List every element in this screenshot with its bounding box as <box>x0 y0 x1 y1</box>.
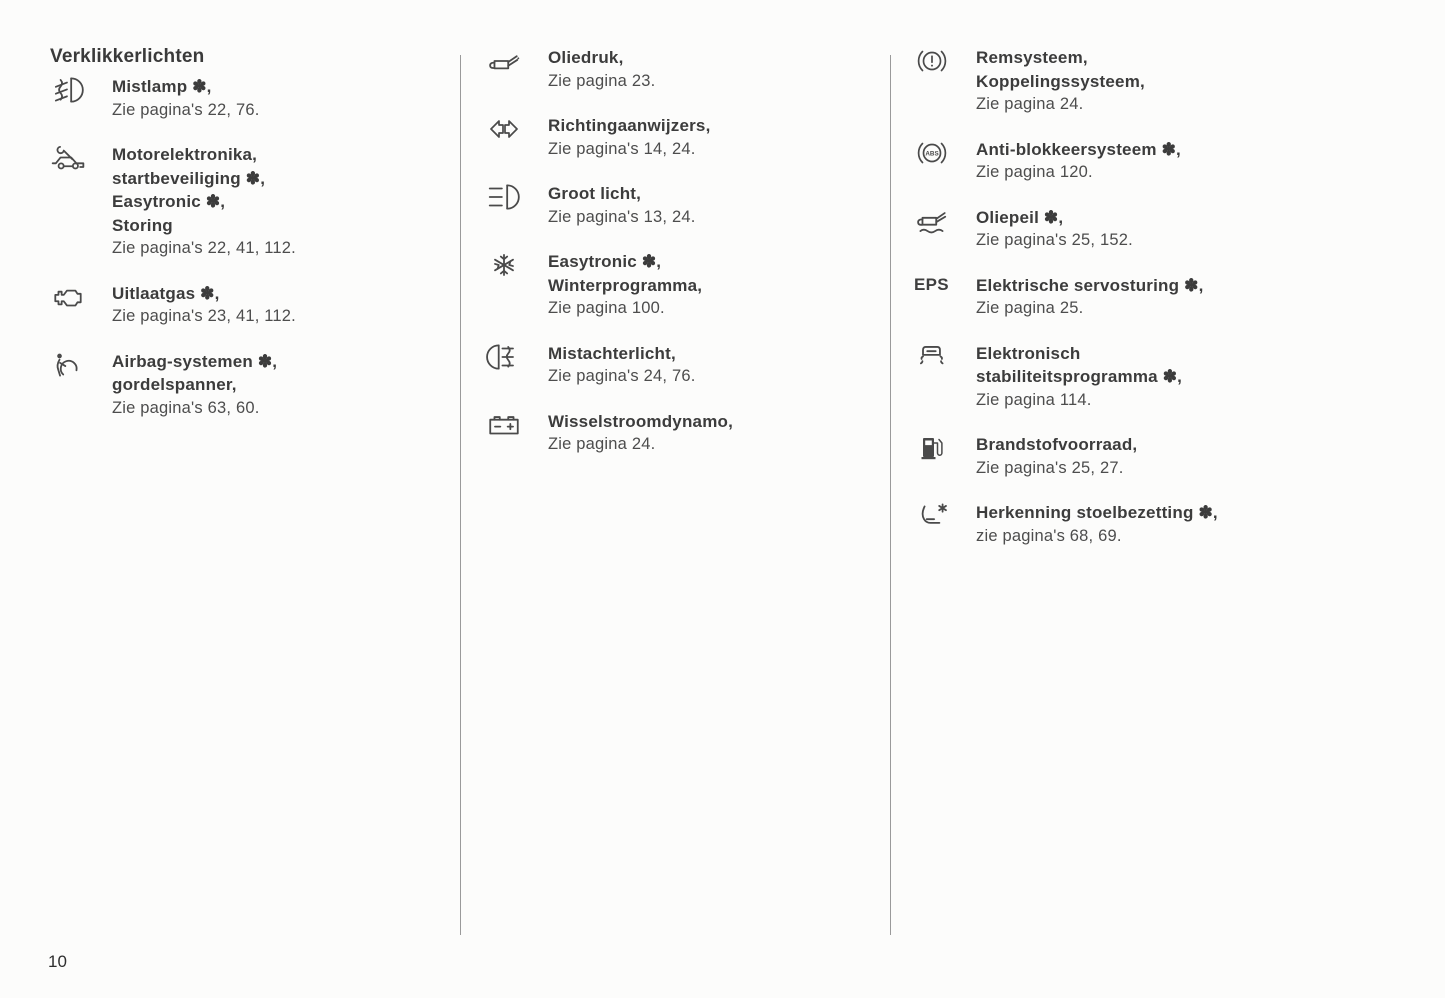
page-reference: Zie pagina's 22, 41, 112. <box>112 239 296 257</box>
indicator-label: Mistlamp ✽, <box>112 77 212 96</box>
indicator-text <box>112 75 425 122</box>
indicator-icon-cell <box>486 114 548 143</box>
indicator-text <box>548 410 826 457</box>
page-title: Verklikkerlichten <box>50 46 205 67</box>
indicator-text <box>976 433 1284 480</box>
indicator-icon-cell <box>486 410 548 439</box>
page-reference: Zie pagina 25. <box>976 299 1084 317</box>
indicator-label: Elektrische servosturing ✽, <box>976 275 1204 295</box>
indicator-entry <box>486 250 826 321</box>
indicator-label: stabiliteitsprogramma ✽, <box>976 367 1183 386</box>
indicator-icon-cell <box>914 274 976 295</box>
indicator-icon-cell <box>486 46 548 75</box>
page-reference: Zie pagina's 63, 60. <box>112 398 260 417</box>
indicator-entry <box>914 274 1284 321</box>
indicator-icon-cell <box>486 342 548 371</box>
indicator-text <box>976 501 1284 548</box>
indicator-label: gordelspanner, <box>112 375 237 394</box>
indicator-text <box>976 46 1284 117</box>
indicator-label: Oliepeil ✽, <box>976 207 1064 227</box>
indicator-label: Richtingaanwijzers, <box>548 116 711 135</box>
indicator-entry <box>486 342 826 389</box>
indicator-icon-cell <box>914 433 976 462</box>
exhaust-emission-icon <box>50 283 86 311</box>
indicator-text <box>112 143 425 261</box>
indicator-label: Mistachterlicht, <box>548 343 676 363</box>
indicator-text <box>976 342 1284 413</box>
page-reference: Zie pagina 100. <box>548 299 665 317</box>
svg-text:ABS: ABS <box>925 149 939 157</box>
indicator-label: Groot licht, <box>548 184 642 203</box>
abs-icon <box>914 139 950 167</box>
indicator-entry <box>914 206 1284 253</box>
indicator-label: Elektronisch <box>976 343 1081 363</box>
page-reference: Zie pagina 24. <box>548 435 656 453</box>
indicator-icon-cell <box>914 46 976 75</box>
indicator-label: Easytronic ✽, <box>548 252 662 271</box>
page-reference: Zie pagina's 25, 152. <box>976 231 1133 249</box>
indicator-text <box>112 282 425 329</box>
seat-occupancy-icon <box>914 502 950 530</box>
indicator-entry <box>50 143 425 261</box>
brake-warning-icon <box>914 47 950 75</box>
indicator-text <box>976 138 1284 185</box>
indicator-icon-cell <box>914 206 976 235</box>
page-reference: Zie pagina 24. <box>976 95 1084 113</box>
indicator-icon-cell <box>914 501 976 530</box>
indicator-entry <box>50 75 425 122</box>
high-beam-icon <box>486 183 522 211</box>
rear-fog-lamp-icon <box>486 343 522 371</box>
indicator-text <box>548 342 826 389</box>
page-reference: Zie pagina's 24, 76. <box>548 367 696 385</box>
indicator-text <box>548 182 826 229</box>
turn-signal-icon <box>486 115 522 143</box>
indicator-label: Easytronic ✽, <box>112 192 226 211</box>
indicator-icon-cell <box>914 138 976 167</box>
page-reference: zie pagina's 68, 69. <box>976 526 1122 545</box>
indicator-text <box>112 350 425 421</box>
indicator-entry <box>914 46 1284 117</box>
indicator-label: startbeveiliging ✽, <box>112 168 266 188</box>
vehicle-service-icon <box>50 144 86 172</box>
indicator-text <box>548 46 826 93</box>
indicator-label: Oliedruk, <box>548 48 624 67</box>
column-indicator-lights-3 <box>914 46 1284 569</box>
indicator-text <box>548 114 826 161</box>
page-reference: Zie pagina's 25, 27. <box>976 458 1124 477</box>
page-reference: Zie pagina's 13, 24. <box>548 207 696 226</box>
indicator-label: Herkenning stoelbezetting ✽, <box>976 503 1218 522</box>
indicator-entry <box>914 501 1284 548</box>
indicator-icon-cell <box>50 75 112 104</box>
page-reference: Zie pagina's 14, 24. <box>548 139 696 158</box>
page-reference: Zie pagina 120. <box>976 163 1093 181</box>
battery-icon <box>486 411 522 439</box>
page-reference: Zie pagina 23. <box>548 71 656 90</box>
indicator-label: Airbag-systemen ✽, <box>112 351 278 371</box>
esp-icon <box>914 343 950 371</box>
column-divider-left <box>460 55 461 935</box>
oil-pressure-icon <box>486 47 522 75</box>
oil-level-icon <box>914 207 950 235</box>
page-reference: Zie pagina 114. <box>976 390 1092 409</box>
front-fog-lamp-icon <box>50 76 86 104</box>
entries-column-1 <box>50 75 425 420</box>
column-indicator-lights-2 <box>486 46 826 478</box>
indicator-icon-cell <box>50 143 112 172</box>
indicator-entry <box>914 342 1284 413</box>
column-divider-right <box>890 55 891 935</box>
indicator-icon-cell <box>50 282 112 311</box>
indicator-text <box>976 206 1284 253</box>
indicator-label: Koppelingssysteem, <box>976 71 1145 91</box>
indicator-label: Uitlaatgas ✽, <box>112 283 220 303</box>
indicator-icon-cell <box>486 182 548 211</box>
fuel-level-icon <box>914 434 950 462</box>
indicator-label: Anti-blokkeersysteem ✽, <box>976 139 1181 159</box>
indicator-text <box>976 274 1284 321</box>
entries-column-2 <box>486 46 826 457</box>
indicator-label: Brandstofvoorraad, <box>976 435 1138 454</box>
indicator-entry <box>914 138 1284 185</box>
indicator-label: Motorelektronika, <box>112 145 258 164</box>
indicator-entry <box>486 114 826 161</box>
indicator-entry <box>50 282 425 329</box>
indicator-entry <box>486 182 826 229</box>
indicator-icon-cell <box>914 342 976 371</box>
column-indicator-lights-1 <box>50 46 425 441</box>
indicator-icon-cell <box>50 350 112 379</box>
indicator-label: Wisselstroomdynamo, <box>548 411 734 431</box>
page-number: 10 <box>48 952 67 971</box>
indicator-text <box>548 250 826 321</box>
indicator-entry <box>50 350 425 421</box>
indicator-label: Winterprogramma, <box>548 275 703 295</box>
indicator-entry <box>486 410 826 457</box>
indicator-entry <box>914 433 1284 480</box>
entries-column-3 <box>914 46 1284 548</box>
page-reference: Zie pagina's 23, 41, 112. <box>112 307 296 325</box>
airbag-icon <box>50 351 86 379</box>
indicator-icon-cell <box>486 250 548 279</box>
indicator-entry <box>486 46 826 93</box>
page-reference: Zie pagina's 22, 76. <box>112 100 260 119</box>
eps-label: EPS <box>914 274 949 294</box>
indicator-label: Storing <box>112 215 173 235</box>
snowflake-icon <box>486 251 522 279</box>
indicator-label: Remsysteem, <box>976 48 1088 67</box>
